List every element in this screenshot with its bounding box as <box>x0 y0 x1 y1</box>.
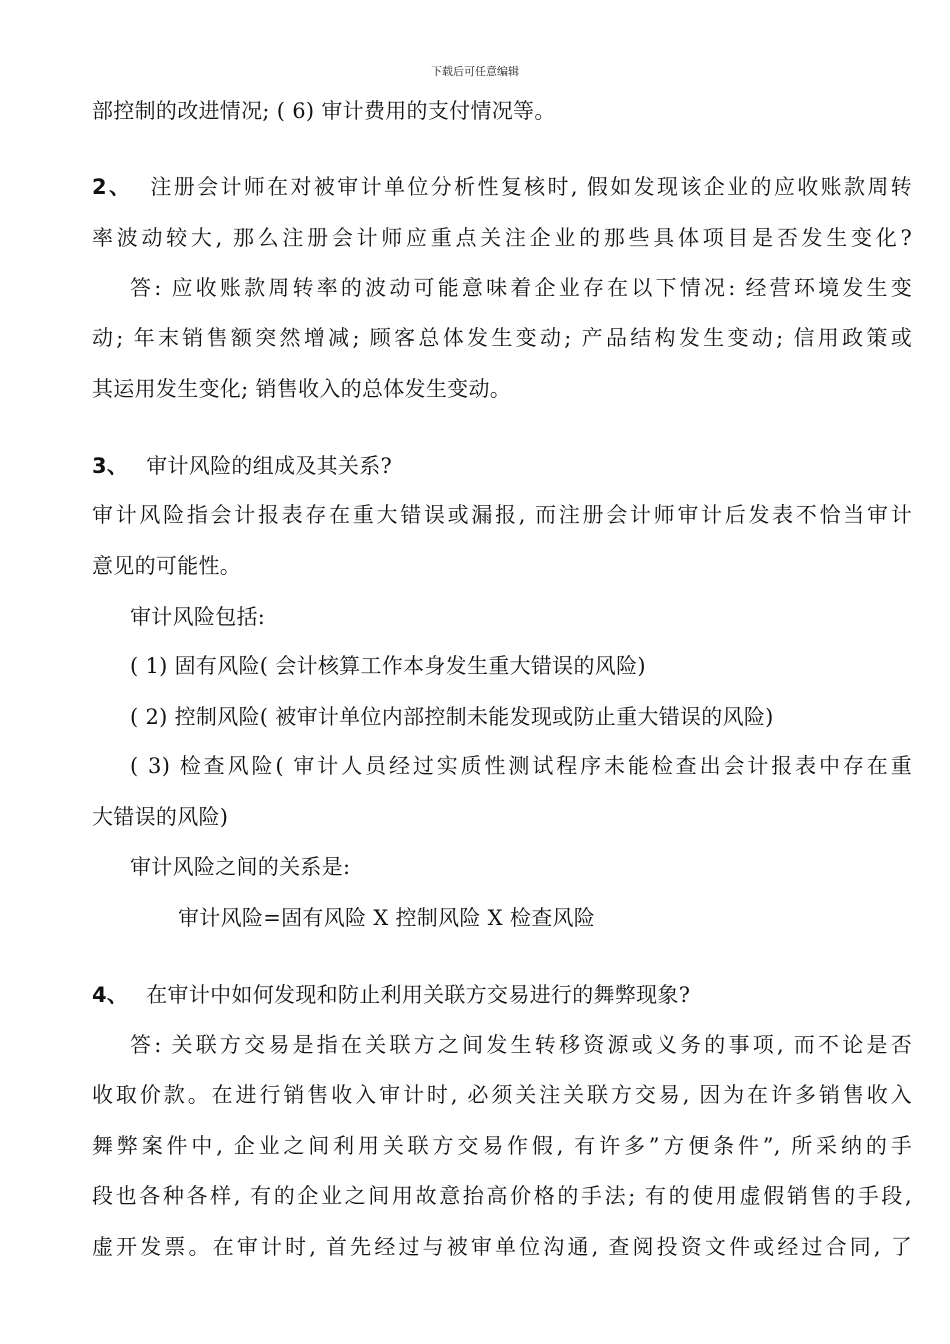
question-number: 2、 <box>92 175 133 199</box>
text-line: 大错误的风险) <box>92 805 229 829</box>
text-line: 段也各种各样, 有的企业之间用故意抬高价格的手法; 有的使用虚假销售的手段, <box>92 1184 912 1208</box>
text-line: 审计风险指会计报表存在重大错误或漏报, 而注册会计师审计后发表不恰当审计 <box>92 503 912 527</box>
text-line: 部控制的改进情况; ( 6) 审计费用的支付情况等。 <box>92 99 556 123</box>
list-item: ( 1) 固有风险( 会计核算工作本身发生重大错误的风险) <box>130 654 646 678</box>
list-item: ( 2) 控制风险( 被审计单位内部控制未能发现或防止重大错误的风险) <box>130 705 774 729</box>
text-line: 舞弊案件中, 企业之间利用关联方交易作假, 有许多”方便条件”, 所采纳的手 <box>92 1134 912 1158</box>
text-line: 虚开发票。在审计时, 首先经过与被审单位沟通, 查阅投资文件或经过合同, 了 <box>92 1235 912 1259</box>
text-line: 审计风险包括: <box>130 605 266 629</box>
question-3 <box>92 451 912 481</box>
text-line: 其运用发生变化; 销售收入的总体发生变动。 <box>92 377 512 401</box>
question-text: 注册会计师在对被审计单位分析性复核时, 假如发现该企业的应收账款周转 <box>150 175 912 199</box>
question-2 <box>92 172 912 202</box>
text-line: 收取价款。在进行销售收入审计时, 必须关注关联方交易, 因为在许多销售收入 <box>92 1083 912 1107</box>
text-line: 审计风险之间的关系是: <box>130 855 351 879</box>
question-4 <box>92 980 912 1010</box>
text-line: 率波动较大, 那么注册会计师应重点关注企业的那些具体项目是否发生变化? <box>92 226 912 250</box>
page-header: 下载后可任意编辑 <box>431 65 519 78</box>
question-number: 4、 <box>92 983 129 1007</box>
list-item: ( 3) 检查风险( 审计人员经过实质性测试程序未能检查出会计报表中存在重 <box>130 754 912 778</box>
question-text: 审计风险的组成及其关系? <box>146 454 393 478</box>
text-line: 动; 年末销售额突然增减; 顾客总体发生变动; 产品结构发生变动; 信用政策或 <box>92 326 912 350</box>
text-line: 意见的可能性。 <box>92 554 242 578</box>
formula-line: 审计风险=固有风险 X 控制风险 X 检查风险 <box>178 906 596 930</box>
answer-line: 答: 关联方交易是指在关联方之间发生转移资源或义务的事项, 而不论是否 <box>130 1033 912 1057</box>
question-number: 3、 <box>92 454 129 478</box>
answer-line: 答: 应收账款周转率的波动可能意味着企业存在以下情况: 经营环境发生变 <box>130 276 912 300</box>
question-text: 在审计中如何发现和防止利用关联方交易进行的舞弊现象? <box>146 983 691 1007</box>
